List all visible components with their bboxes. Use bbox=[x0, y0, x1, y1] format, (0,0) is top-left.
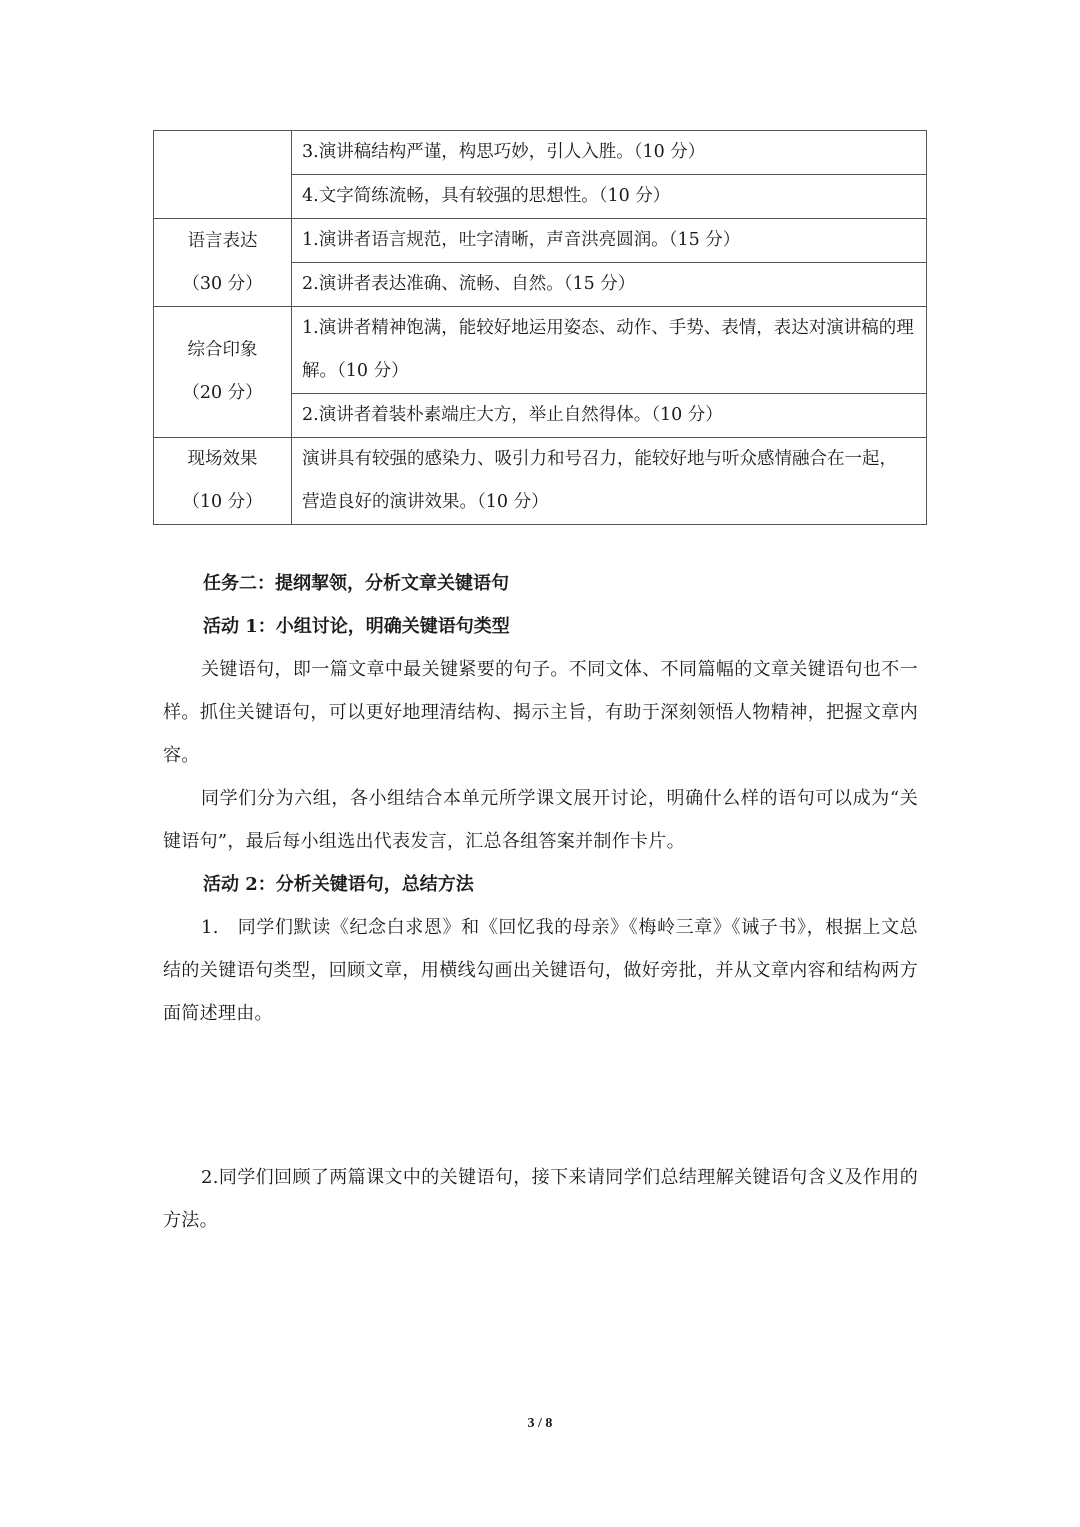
criterion-cell: 1.演讲者精神饱满，能较好地运用姿态、动作、手势、表情，表达对演讲稿的理解。（10 分） bbox=[292, 307, 927, 394]
criterion-cell: 4.文字简练流畅，具有较强的思想性。（10 分） bbox=[292, 175, 927, 219]
category-points: （30 分） bbox=[182, 273, 263, 294]
criterion-cell: 1.演讲者语言规范，吐字清晰，声音洪亮圆润。（15 分） bbox=[292, 219, 927, 263]
page-number: 3 / 8 bbox=[527, 1416, 553, 1431]
table-row bbox=[154, 131, 927, 175]
category-name: 语言表达 bbox=[187, 230, 258, 251]
task2-title: 任务二：提纲挈领，分析文章关键语句 bbox=[203, 573, 509, 594]
category-points: （20 分） bbox=[182, 383, 263, 403]
activity2-item-2: 2.同学们回顾了两篇课文中的关键语句，接下来请同学们总结理解关键语句含义及作用的方法。 bbox=[163, 1167, 918, 1231]
category-name: 现场效果 bbox=[187, 449, 258, 469]
activity1-paragraph-1: 关键语句，即一篇文章中最关键紧要的句子。不同文体、不同篇幅的文章关键语句也不一样。抓住关键语句，可以更好地理清结构、揭示主旨，有助于深刻领悟人物精神，把握文章内容。 bbox=[163, 659, 918, 766]
criterion-cell: 2.演讲者着装朴素端庄大方，举止自然得体。（10 分） bbox=[292, 394, 927, 438]
category-cell-empty bbox=[154, 131, 292, 219]
rubric-table-container bbox=[153, 130, 927, 525]
category-cell bbox=[154, 219, 292, 307]
criterion-cell: 3.演讲稿结构严谨，构思巧妙，引人入胜。（10 分） bbox=[292, 131, 927, 175]
activity1-paragraph-2: 同学们分为六组，各小组结合本单元所学课文展开讨论，明确什么样的语句可以成为“关键语句”，最后每小组选出代表发言，汇总各组答案并制作卡片。 bbox=[163, 788, 918, 852]
criterion-cell: 2.演讲者表达准确、流畅、自然。（15 分） bbox=[292, 263, 927, 307]
activity2-item-2-block bbox=[163, 1156, 918, 1242]
table-row bbox=[154, 219, 927, 263]
activity2-item-1: 1. 同学们默读《纪念白求恩》和《回忆我的母亲》《梅岭三章》《诫子书》，根据上文总结的关键语句类型，回顾文章，用横线勾画出关键语句，做好旁批，并从文章内容和结构两方面简述理由。 bbox=[163, 917, 918, 1024]
criterion-cell: 演讲具有较强的感染力、吸引力和号召力，能较好地与听众感情融合在一起，营造良好的演讲效果。（10 分） bbox=[292, 438, 927, 525]
task2-section bbox=[163, 562, 918, 1035]
category-points: （10 分） bbox=[182, 492, 263, 512]
table-row bbox=[154, 438, 927, 525]
activity1-title: 活动 1：小组讨论，明确关键语句类型 bbox=[203, 616, 510, 637]
rubric-table bbox=[153, 130, 927, 525]
table-row bbox=[154, 307, 927, 394]
category-name: 综合印象 bbox=[187, 340, 258, 360]
category-cell bbox=[154, 438, 292, 525]
category-cell bbox=[154, 307, 292, 438]
activity2-title: 活动 2：分析关键语句，总结方法 bbox=[203, 874, 474, 895]
